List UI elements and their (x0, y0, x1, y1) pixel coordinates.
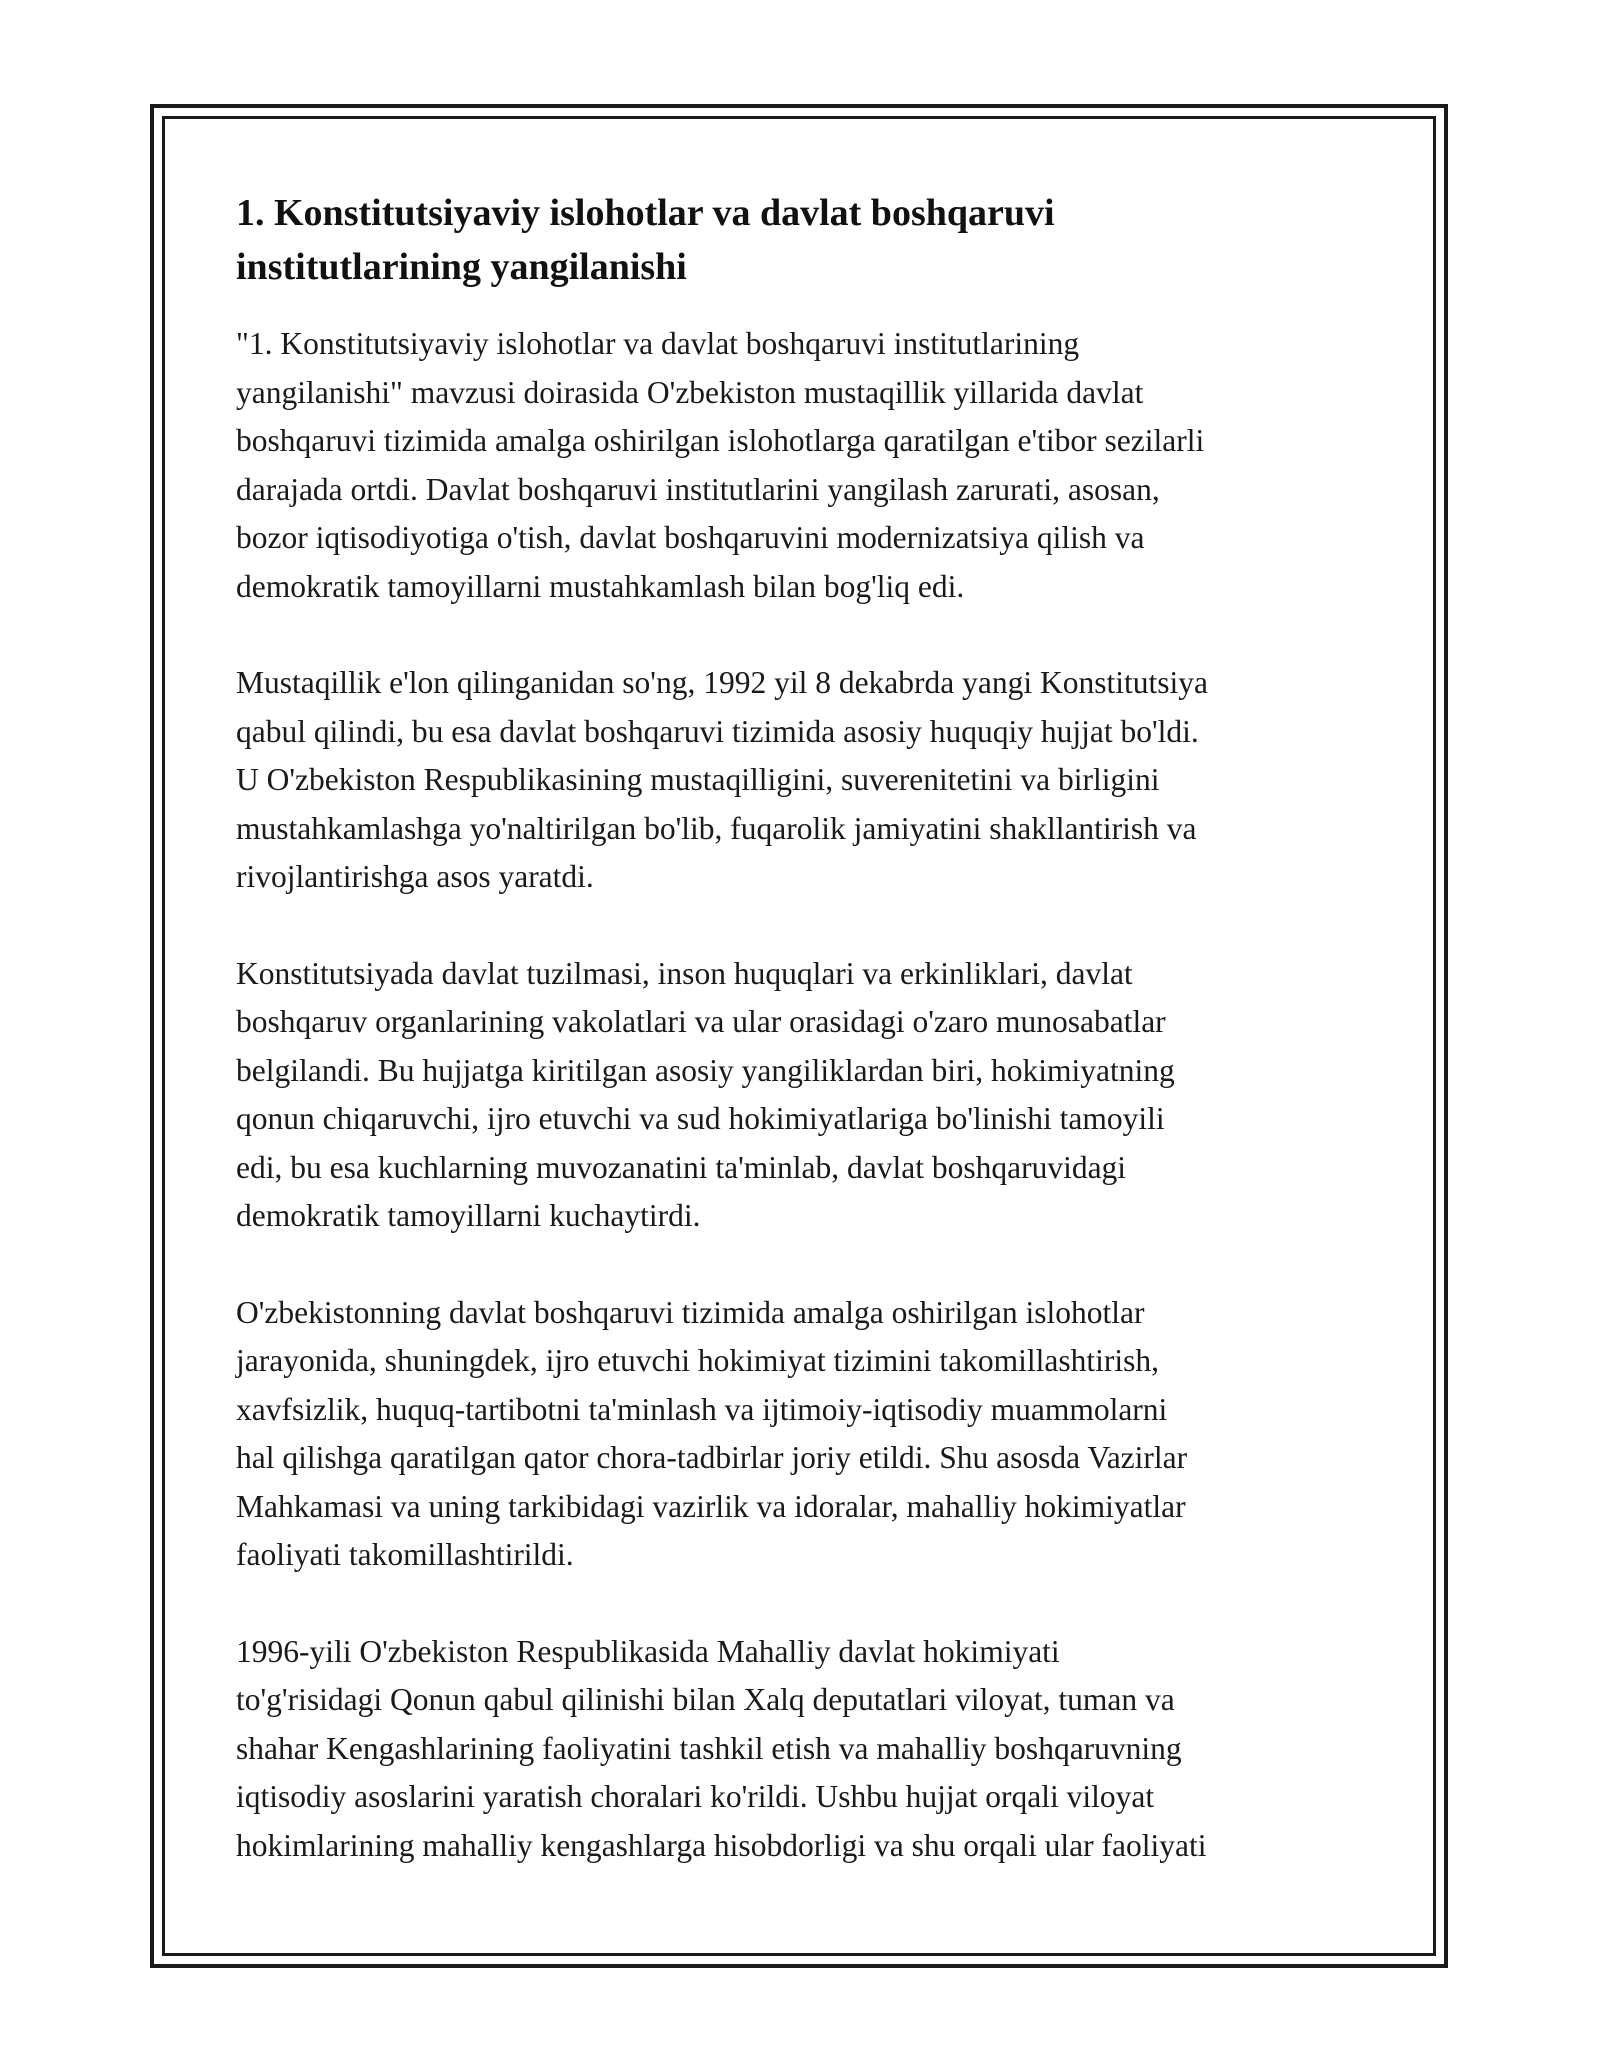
text-line: jarayonida, shuningdek, ijro etuvchi hokimiyat tizimini takomillashtirish, (236, 1343, 1159, 1378)
paragraph (236, 320, 1376, 611)
text-line: hokimlarining mahalliy kengashlarga hisobdorligi va shu orqali ular faoliyati (236, 1827, 1207, 1863)
paragraph (236, 659, 1376, 902)
text-line: Mustaqillik e'lon qilinganidan so'ng, 1992 yil 8 dekabrda yangi Konstitutsiya (236, 665, 1208, 700)
paragraph (236, 950, 1376, 1241)
title-line: institutlarining yangilanishi (236, 246, 687, 288)
text-line: boshqaruv organlarining vakolatlari va ular orasidagi o'zaro munosabatlar (236, 1004, 1166, 1039)
text-line: bozor iqtisodiyotiga o'tish, davlat boshqaruvini modernizatsiya qilish va (236, 520, 1145, 555)
text-line: U O'zbekiston Respublikasining mustaqilligini, suverenitetini va birligini (236, 762, 1160, 797)
text-line: qabul qilindi, bu esa davlat boshqaruvi tizimida asosiy huquqiy hujjat bo'ldi. (236, 713, 1199, 749)
text-line: 1996-yili O'zbekiston Respublikasida Mahalliy davlat hokimiyati (236, 1633, 1060, 1669)
text-line: Mahkamasi va uning tarkibidagi vazirlik va idoralar, mahalliy hokimiyatlar (236, 1488, 1186, 1524)
text-line: faoliyati takomillashtirildi. (236, 1537, 574, 1572)
text-line: xavfsizlik, huquq-tartibotni ta'minlash va ijtimoiy-iqtisodiy muammolarni (236, 1391, 1168, 1427)
title-line: 1. Konstitutsiyaviy islohotlar va davlat boshqaruvi (236, 192, 1055, 234)
text-line: darajada ortdi. Davlat boshqaruvi institutlarini yangilash zarurati, asosan, (236, 471, 1160, 507)
text-line: belgilandi. Bu hujjatga kiritilgan asosiy yangiliklardan biri, hokimiyatning (236, 1052, 1175, 1088)
text-line: demokratik tamoyillarni mustahkamlash bilan bog'liq edi. (236, 568, 965, 604)
text-line: Konstitutsiyada davlat tuzilmasi, inson huquqlari va erkinliklari, davlat (236, 955, 1133, 991)
paragraph (236, 1628, 1376, 1871)
page-title (236, 186, 1376, 294)
text-line: iqtisodiy asoslarini yaratish choralari ko'rildi. Ushbu hujjat orqali viloyat (236, 1779, 1155, 1814)
text-line: boshqaruvi tizimida amalga oshirilgan islohotlarga qaratilgan e'tibor sezilarli (236, 423, 1205, 458)
text-line: demokratik tamoyillarni kuchaytirdi. (236, 1198, 701, 1233)
document-body (236, 186, 1376, 1918)
text-line: to'g'risidagi Qonun qabul qilinishi bilan Xalq deputatlari viloyat, tuman va (236, 1682, 1175, 1717)
text-line: edi, bu esa kuchlarning muvozanatini ta'minlab, davlat boshqaruvidagi (236, 1149, 1127, 1185)
text-line: rivojlantirishga asos yaratdi. (236, 859, 594, 894)
text-line: "1. Konstitutsiyaviy islohotlar va davlat boshqaruvi institutlarining (236, 326, 1080, 361)
text-line: hal qilishga qaratilgan qator chora-tadbirlar joriy etildi. Shu asosda Vazirlar (236, 1440, 1188, 1475)
text-line: shahar Kengashlarining faoliyatini tashkil etish va mahalliy boshqaruvning (236, 1730, 1182, 1766)
text-line: O'zbekistonning davlat boshqaruvi tizimida amalga oshirilgan islohotlar (236, 1294, 1145, 1330)
text-line: yangilanishi" mavzusi doirasida O'zbekiston mustaqillik yillarida davlat (236, 374, 1144, 410)
paragraph (236, 1289, 1376, 1580)
text-line: mustahkamlashga yo'naltirilgan bo'lib, fuqarolik jamiyatini shakllantirish va (236, 810, 1197, 846)
text-line: qonun chiqaruvchi, ijro etuvchi va sud hokimiyatlariga bo'linishi tamoyili (236, 1101, 1165, 1136)
